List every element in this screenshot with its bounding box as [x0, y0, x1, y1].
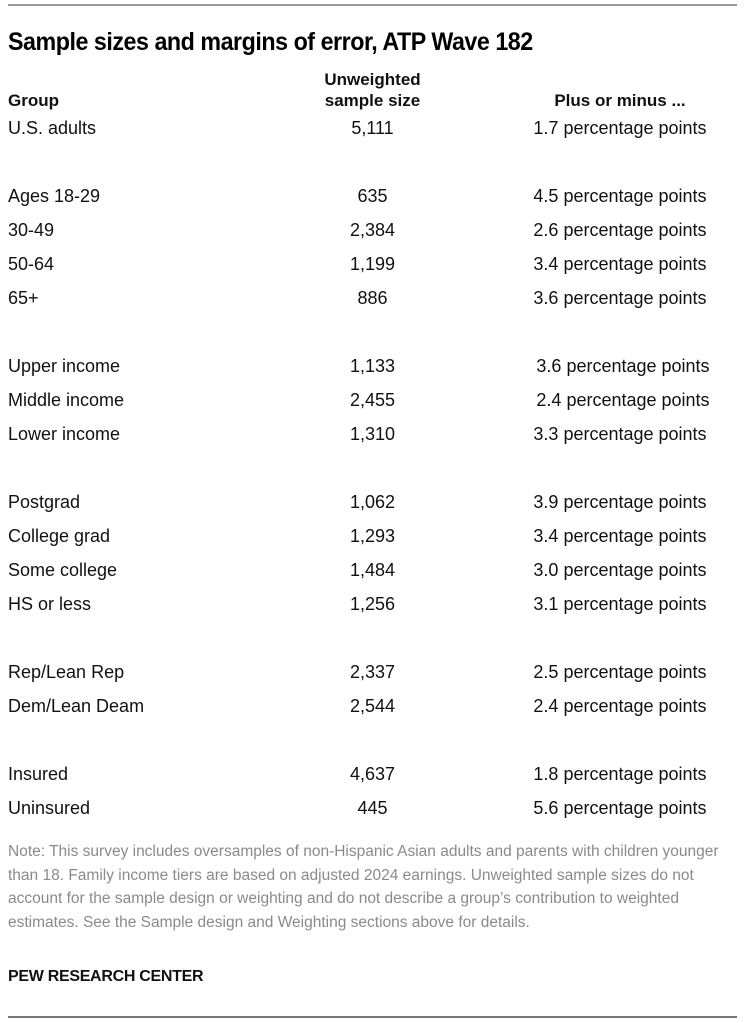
header-sample-size-line2: sample size — [324, 91, 421, 110]
top-divider — [8, 4, 737, 6]
table-row — [0, 764, 745, 788]
table-row — [0, 424, 745, 448]
sample-size-cell: 1,293 — [349, 526, 396, 546]
moe-cell: 4.5 percentage points — [533, 186, 707, 206]
table-row — [0, 186, 745, 210]
group-cell: Dem/Lean Deam — [8, 696, 145, 716]
group-cell: College grad — [8, 526, 111, 546]
moe-cell: 1.7 percentage points — [533, 118, 707, 138]
moe-cell: 3.9 percentage points — [533, 492, 707, 512]
group-cell: Rep/Lean Rep — [8, 662, 125, 682]
group-cell: U.S. adults — [8, 118, 97, 138]
moe-cell: 3.6 percentage points — [536, 356, 710, 376]
footnote: Note: This survey includes oversamples of non-Hispanic Asian adults and parents with children younger than 18. Family income tiers are based on adjusted 2024 earnings. Unweighted sample sizes do not account for the sample design or weighting and do not describe a group’s contribution to weighted estimates. See the Sample design and Weighting sections above for details. — [8, 843, 719, 931]
moe-cell: 2.6 percentage points — [533, 220, 707, 240]
table-row — [0, 390, 745, 414]
sample-size-cell: 1,484 — [349, 560, 396, 580]
table-row — [0, 492, 745, 516]
table-row — [0, 288, 745, 312]
moe-cell: 3.0 percentage points — [533, 560, 707, 580]
moe-cell: 2.4 percentage points — [533, 696, 707, 716]
moe-cell: 2.5 percentage points — [533, 662, 707, 682]
moe-cell: 3.4 percentage points — [533, 526, 707, 546]
group-cell: HS or less — [8, 594, 92, 614]
sample-size-cell: 5,111 — [351, 118, 394, 138]
table-row — [0, 662, 745, 686]
moe-cell: 3.4 percentage points — [533, 254, 707, 274]
header-sample-size-line1: Unweighted — [324, 70, 421, 89]
sample-size-cell: 886 — [357, 288, 388, 308]
table-row — [0, 220, 745, 244]
source-credit: PEW RESEARCH CENTER — [8, 968, 204, 985]
moe-cell: 3.1 percentage points — [533, 594, 707, 614]
sample-size-cell: 1,310 — [349, 424, 396, 444]
moe-cell: 1.8 percentage points — [533, 764, 707, 784]
sample-size-cell: 2,337 — [349, 662, 396, 682]
group-cell: Postgrad — [8, 492, 81, 512]
table-row — [0, 356, 745, 380]
group-cell: Some college — [8, 560, 118, 580]
table-row — [0, 696, 745, 720]
header-margin-of-error: Plus or minus ... — [554, 91, 686, 110]
header-sample-size — [300, 69, 445, 111]
group-cell: Upper income — [8, 356, 121, 376]
sample-size-cell: 2,544 — [349, 696, 396, 716]
sample-size-cell: 1,133 — [349, 356, 396, 376]
header-group: Group — [8, 91, 59, 110]
group-cell: Ages 18-29 — [8, 186, 101, 206]
table-row — [0, 798, 745, 822]
group-cell: 65+ — [8, 288, 39, 308]
moe-cell: 5.6 percentage points — [533, 798, 707, 818]
moe-cell: 3.3 percentage points — [533, 424, 707, 444]
group-cell: Insured — [8, 764, 69, 784]
table-row — [0, 254, 745, 278]
group-cell: Middle income — [8, 390, 125, 410]
group-cell: Uninsured — [8, 798, 91, 818]
table-row — [0, 560, 745, 584]
group-cell: Lower income — [8, 424, 121, 444]
moe-cell: 3.6 percentage points — [533, 288, 707, 308]
bottom-divider — [8, 1016, 737, 1018]
sample-size-cell: 2,455 — [349, 390, 396, 410]
sample-size-cell: 1,256 — [349, 594, 396, 614]
table-row — [0, 118, 745, 142]
sample-size-cell: 635 — [357, 186, 388, 206]
sample-size-cell: 1,199 — [349, 254, 396, 274]
table-row — [0, 594, 745, 618]
group-cell: 50-64 — [8, 254, 55, 274]
sample-size-cell: 2,384 — [349, 220, 396, 240]
sample-size-cell: 1,062 — [349, 492, 396, 512]
sample-size-cell: 445 — [357, 798, 388, 818]
chart-title: Sample sizes and margins of error, ATP Wave 182 — [8, 28, 533, 56]
table-row — [0, 526, 745, 550]
group-cell: 30-49 — [8, 220, 55, 240]
moe-cell: 2.4 percentage points — [536, 390, 710, 410]
sample-size-cell: 4,637 — [349, 764, 396, 784]
